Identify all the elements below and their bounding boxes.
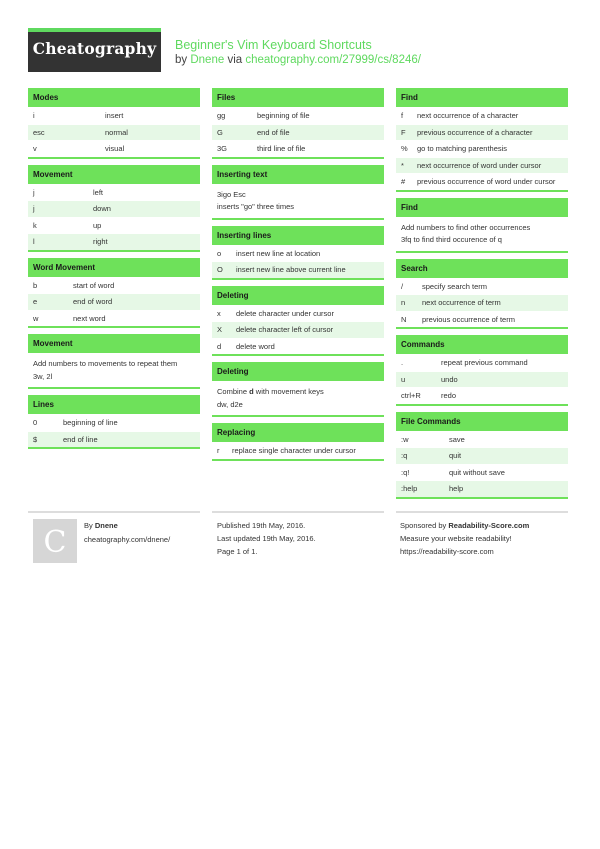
card-rows (28, 107, 200, 159)
sponsor-tagline: Measure your website readability! (400, 534, 512, 543)
card-text (396, 217, 568, 253)
shortcut-key: w (33, 313, 39, 323)
cheatography-logo[interactable] (28, 28, 161, 72)
author-link[interactable]: Dnene (190, 54, 225, 66)
text-line: inserts "go" three times (217, 202, 295, 211)
shortcut-key: # (401, 177, 406, 186)
shortcut-row (212, 338, 384, 355)
shortcut-description: down (93, 204, 111, 213)
shortcut-description: insert new line at location (236, 248, 321, 258)
footer-updated: Last updated 19th May, 2016. (217, 534, 316, 543)
page-title[interactable]: Beginner's Vim Keyboard Shortcuts (175, 38, 372, 52)
card-rows (28, 184, 200, 252)
shortcut-key: N (401, 314, 407, 324)
shortcut-key: d (217, 341, 222, 351)
shortcut-row (396, 107, 568, 124)
card-text (212, 184, 384, 220)
text-bold: d (249, 387, 254, 396)
shortcut-row (28, 233, 200, 250)
shortcut-key: f (401, 111, 404, 120)
card-title: Movement (28, 334, 200, 353)
column-1 (28, 88, 200, 455)
files-card (212, 88, 384, 159)
shortcut-description: specify search term (422, 281, 488, 291)
shortcut-row (28, 293, 200, 310)
shortcut-description: quit (449, 451, 462, 460)
shortcut-description: end of word (73, 297, 113, 306)
shortcut-row (396, 294, 568, 311)
byline-by: by (175, 54, 188, 66)
shortcut-description: previous occurrence of term (422, 314, 515, 324)
movement-card (28, 165, 200, 252)
shortcut-description: undo (441, 374, 458, 384)
shortcut-key: :q (401, 451, 408, 460)
card-title: Commands (396, 335, 568, 354)
shortcut-description: next occurrence of term (422, 298, 501, 307)
shortcut-key: b (33, 280, 38, 290)
footer-divider (28, 511, 200, 513)
text-part: Combine (217, 387, 250, 396)
shortcut-row (396, 157, 568, 174)
card-title: Deleting (212, 362, 384, 381)
shortcut-key: k (33, 220, 37, 230)
shortcut-description: third line of file (257, 144, 306, 153)
shortcut-row (396, 140, 568, 157)
shortcut-description: insert (105, 111, 124, 120)
card-rows (396, 354, 568, 406)
shortcut-key: j (33, 204, 35, 213)
shortcut-description: next occurrence of word under cursor (417, 160, 542, 170)
card-rows (212, 305, 384, 357)
card-rows (212, 442, 384, 461)
shortcut-description: next word (73, 313, 106, 323)
shortcut-key: ctrl+R (401, 391, 421, 400)
footer-author-link[interactable]: cheatography.com/dnene/ (84, 535, 171, 544)
card-title: Movement (28, 165, 200, 184)
shortcut-description: insert new line above current line (236, 265, 346, 274)
card-title: Find (396, 198, 568, 217)
avatar-letter: C (43, 525, 67, 560)
shortcut-description: beginning of line (63, 418, 118, 427)
shortcut-description: up (93, 220, 102, 230)
find-tip-card (396, 198, 568, 253)
shortcut-row (396, 124, 568, 141)
shortcut-key: O (217, 265, 223, 274)
replacing-card (212, 423, 384, 461)
card-rows (28, 414, 200, 449)
shortcut-key: o (217, 248, 222, 258)
movement-tip-card (28, 334, 200, 389)
shortcut-description: repeat previous command (441, 358, 528, 367)
shortcut-key: :q! (401, 467, 410, 477)
card-rows (28, 277, 200, 329)
deleting-card (212, 286, 384, 357)
shortcut-description: normal (105, 127, 128, 137)
search-card (396, 259, 568, 330)
shortcut-row (212, 261, 384, 278)
text-line: Add numbers to movements to repeat them (33, 359, 178, 368)
shortcut-row (396, 464, 568, 481)
shortcut-row (396, 387, 568, 404)
shortcut-description: replace single character under cursor (232, 446, 356, 455)
card-title: Search (396, 259, 568, 278)
card-title: Find (396, 88, 568, 107)
shortcut-description: redo (441, 391, 457, 400)
card-rows (396, 278, 568, 330)
card-rows (212, 107, 384, 159)
logo-accent-bar (28, 28, 161, 32)
shortcut-key: G (217, 127, 223, 137)
shortcut-description: left (93, 187, 104, 197)
author-avatar[interactable] (33, 519, 77, 563)
footer-page-number: Page 1 of 1. (217, 547, 258, 556)
text-line: 3w, 2l (33, 371, 53, 381)
shortcut-row (28, 200, 200, 217)
text-line: 3igo Esc (217, 189, 246, 199)
footer-published: Published 19th May, 2016. (217, 521, 306, 530)
shortcut-key: 0 (33, 418, 38, 427)
card-text (28, 353, 200, 389)
shortcut-description: start of word (73, 280, 115, 290)
shortcut-key: / (401, 281, 404, 291)
shortcut-key: i (33, 111, 35, 120)
shortcut-key: v (33, 144, 37, 153)
commands-card (396, 335, 568, 406)
card-title: Inserting lines (212, 226, 384, 245)
byline (175, 54, 421, 66)
shortcut-row (212, 245, 384, 262)
card-title: Deleting (212, 286, 384, 305)
logo-text: Cheatography (32, 39, 157, 58)
shortcut-key: x (217, 308, 221, 318)
shortcut-key: * (401, 160, 404, 170)
shortcut-description: go to matching parenthesis (417, 144, 508, 153)
byline-via: via (227, 54, 243, 66)
column-2 (212, 88, 384, 467)
shortcut-key: gg (217, 111, 226, 120)
shortcut-description: help (449, 484, 464, 493)
shortcut-key: :help (401, 484, 418, 493)
shortcut-row (396, 447, 568, 464)
shortcut-row (396, 354, 568, 371)
find-card (396, 88, 568, 192)
shortcut-row (396, 278, 568, 295)
shortcut-description: quit without save (449, 467, 505, 477)
shortcut-key: e (33, 297, 38, 306)
card-title: Inserting text (212, 165, 384, 184)
shortcut-description: delete character left of cursor (236, 325, 334, 334)
text-line (217, 386, 379, 399)
cheat-sheet-url-link[interactable]: cheatography.com/27999/cs/8246/ (245, 54, 421, 66)
card-title: Modes (28, 88, 200, 107)
shortcut-key: F (401, 127, 406, 137)
shortcut-key: l (33, 237, 35, 246)
shortcut-row (396, 431, 568, 448)
shortcut-description: delete character under cursor (236, 308, 334, 318)
shortcut-key: 3G (217, 144, 228, 153)
shortcut-description: right (93, 237, 108, 246)
word-movement-card (28, 258, 200, 329)
inserting-text-card (212, 165, 384, 220)
shortcut-description: beginning of file (257, 111, 310, 120)
shortcut-row (28, 124, 200, 141)
card-rows (396, 431, 568, 499)
shortcut-key: :w (401, 434, 409, 444)
text-line: Add numbers to find other occurrences (401, 222, 531, 232)
shortcut-row (28, 310, 200, 327)
footer-divider (212, 511, 384, 513)
shortcut-description: save (449, 434, 465, 444)
card-rows (212, 245, 384, 280)
shortcut-row (396, 480, 568, 497)
shortcut-key: esc (33, 127, 45, 137)
footer-by: By (84, 521, 93, 530)
card-title: Files (212, 88, 384, 107)
card-title: File Commands (396, 412, 568, 431)
shortcut-key: r (217, 446, 220, 455)
shortcut-key: % (401, 144, 408, 153)
text-line: 3fq to find third occurence of q (401, 235, 502, 244)
shortcut-row (28, 184, 200, 201)
shortcut-row (28, 140, 200, 157)
shortcut-description: end of line (63, 434, 98, 444)
shortcut-description: previous occurrence of word under cursor (417, 177, 556, 186)
shortcut-description: delete word (236, 341, 275, 351)
shortcut-row (212, 124, 384, 141)
sponsor-prefix: Sponsored by (400, 521, 447, 530)
shortcut-row (212, 321, 384, 338)
sponsor-link[interactable]: https://readability-score.com (400, 547, 494, 556)
text-part: with movement keys (253, 387, 324, 396)
card-title: Lines (28, 395, 200, 414)
footer-author-name[interactable]: Dnene (94, 521, 118, 530)
sponsor-name[interactable]: Readability-Score.com (448, 521, 530, 530)
deleting-tip-card (212, 362, 384, 417)
shortcut-row (396, 371, 568, 388)
card-title: Word Movement (28, 258, 200, 277)
shortcut-description: visual (105, 144, 125, 153)
text-line: dw, d2e (217, 399, 243, 409)
file-commands-card (396, 412, 568, 499)
shortcut-row (212, 107, 384, 124)
shortcut-row (28, 217, 200, 234)
modes-card (28, 88, 200, 159)
shortcut-key: n (401, 298, 406, 307)
shortcut-description: previous occurrence of a character (417, 127, 533, 137)
card-rows (396, 107, 568, 192)
shortcut-row (212, 442, 384, 459)
card-title: Replacing (212, 423, 384, 442)
shortcut-row (28, 414, 200, 431)
shortcut-row (212, 140, 384, 157)
shortcut-key: j (33, 187, 35, 197)
shortcut-row (28, 277, 200, 294)
footer-sponsor (400, 520, 529, 533)
shortcut-row (396, 173, 568, 190)
shortcut-key: u (401, 374, 406, 384)
shortcut-key: $ (33, 434, 38, 444)
shortcut-row (212, 305, 384, 322)
shortcut-description: end of file (257, 127, 290, 137)
shortcut-row (28, 431, 200, 448)
footer-author (84, 520, 118, 533)
shortcut-key: X (217, 325, 223, 334)
footer-divider (396, 511, 568, 513)
column-3 (396, 88, 568, 505)
lines-card (28, 395, 200, 449)
shortcut-key: . (401, 358, 404, 367)
shortcut-row (28, 107, 200, 124)
shortcut-description: next occurrence of a character (417, 111, 519, 120)
shortcut-row (396, 311, 568, 328)
card-text (212, 381, 384, 417)
inserting-lines-card (212, 226, 384, 280)
